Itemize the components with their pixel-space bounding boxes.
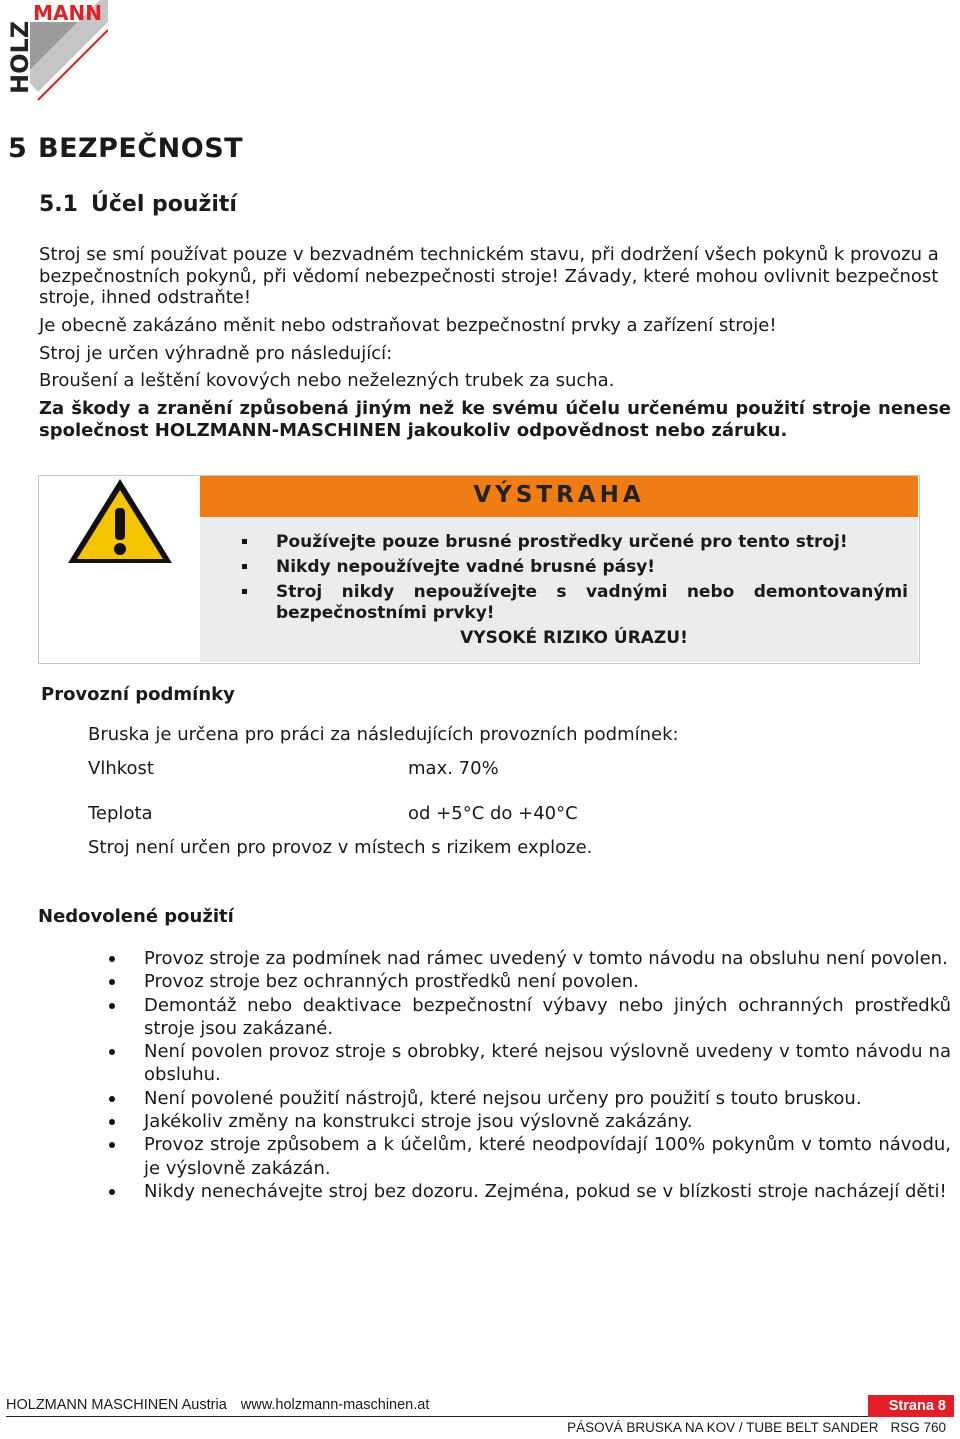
subsection-title: Účel použití	[91, 192, 237, 217]
subsection-heading	[39, 192, 237, 217]
list-item: Nikdy nenechávejte stroj bez dozoru. Zejména, pokud se v blízkosti stroje nacházejí děti!	[105, 1180, 951, 1203]
list-item: Jakékoliv změny na konstrukci stroje jsou výslovně zakázány.	[105, 1110, 951, 1133]
bullet-icon	[109, 1189, 115, 1195]
intro-paragraph: Stroj se smí používat pouze v bezvadném technickém stavu, při dodržení všech pokynů k provozu a bezpečnostních pokynů, při vědomí nebezpečnosti stroje! Závady, které mohou ovlivnit bezpečnost stroje, ihned odstraňte!	[39, 244, 939, 308]
bullet-icon	[109, 1119, 115, 1125]
square-bullet-icon	[242, 589, 247, 594]
svg-text:HOLZ: HOLZ	[6, 20, 34, 94]
operating-conditions-intro: Bruska je určena pro práci za následujících provozních podmínek:	[88, 724, 679, 745]
bullet-icon	[109, 979, 115, 985]
warning-item: Stroj nikdy nepoužívejte s vadnými nebo demontovanými bezpečnostními prvky!	[240, 582, 908, 624]
section-number: 5	[8, 133, 28, 164]
footer-product	[500, 1420, 946, 1435]
warning-triangle-icon	[39, 476, 200, 662]
condition-value: od +5°C do +40°C	[408, 803, 578, 824]
holzmann-logo	[4, 0, 108, 104]
svg-text:MANN: MANN	[33, 1, 102, 25]
forbidden-use-heading: Nedovolené použití	[38, 906, 234, 927]
list-item: Provoz stroje způsobem a k účelům, které neodpovídají 100% pokynům v tomto návodu, je výslovně zakázán.	[105, 1133, 951, 1180]
purpose-lead: Stroj je určen výhradně pro následující:	[39, 343, 393, 364]
footer-divider	[6, 1416, 954, 1417]
warning-title: VÝSTRAHA	[473, 482, 645, 508]
operating-conditions-heading: Provozní podmínky	[41, 684, 235, 705]
condition-label: Vlhkost	[88, 758, 154, 779]
warning-item: Nikdy nepoužívejte vadné brusné pásy!	[240, 557, 908, 578]
footer-url-link[interactable]: www.holzmann-maschinen.at	[240, 1397, 430, 1413]
warning-icon-cell	[39, 476, 200, 662]
product-model: RSG 760	[890, 1420, 946, 1435]
forbidden-use-list	[105, 947, 951, 1203]
company-name: HOLZMANN MASCHINEN Austria	[6, 1397, 227, 1413]
list-item: Provoz stroje bez ochranných prostředků není povolen.	[105, 970, 951, 993]
page-number-badge: Strana 8	[868, 1395, 954, 1417]
subsection-number: 5.1	[39, 192, 78, 217]
bullet-icon	[109, 1096, 115, 1102]
purpose-detail: Broušení a leštění kovových nebo neželezných trubek za sucha.	[39, 370, 615, 391]
list-item: Provoz stroje za podmínek nad rámec uvedený v tomto návodu na obsluhu není povolen.	[105, 947, 951, 970]
square-bullet-icon	[242, 539, 247, 544]
condition-value: max. 70%	[408, 758, 499, 779]
footer-company	[6, 1397, 429, 1413]
liability-text: Za škody a zranění způsobená jiným než ke svému účelu určenému použití stroje nenese společnost HOLZMANN-MASCHINEN jakoukoliv odpovědnost nebo záruku.	[39, 398, 951, 441]
list-item: Demontáž nebo deaktivace bezpečnostní výbavy nebo jiných ochranných prostředků stroje jsou zakázané.	[105, 994, 951, 1041]
condition-row	[88, 758, 499, 779]
explosion-note: Stroj není určen pro provoz v místech s rizikem exploze.	[88, 837, 593, 858]
condition-label: Teplota	[88, 803, 153, 824]
section-heading	[8, 133, 243, 164]
bullet-icon	[109, 1003, 115, 1009]
warning-risk: VYSOKÉ RIZIKO ÚRAZU!	[460, 628, 688, 648]
bullet-icon	[109, 956, 115, 962]
list-item: Není povolen provoz stroje s obrobky, které nejsou výslovně uvedeny v tomto návodu na obsluhu.	[105, 1040, 951, 1087]
bullet-icon	[109, 1049, 115, 1055]
list-item: Není povolené použití nástrojů, které nejsou určeny pro použití s touto bruskou.	[105, 1087, 951, 1110]
condition-row	[88, 803, 578, 824]
prohibition-text: Je obecně zakázáno měnit nebo odstraňovat bezpečnostní prvky a zařízení stroje!	[39, 315, 777, 336]
square-bullet-icon	[242, 564, 247, 569]
bullet-icon	[109, 1142, 115, 1148]
warning-item: Používejte pouze brusné prostředky určené pro tento stroj!	[240, 532, 908, 553]
warning-list	[240, 532, 908, 628]
section-title: BEZPEČNOST	[38, 133, 244, 164]
product-name: PÁSOVÁ BRUSKA NA KOV / TUBE BELT SANDER	[567, 1420, 879, 1435]
